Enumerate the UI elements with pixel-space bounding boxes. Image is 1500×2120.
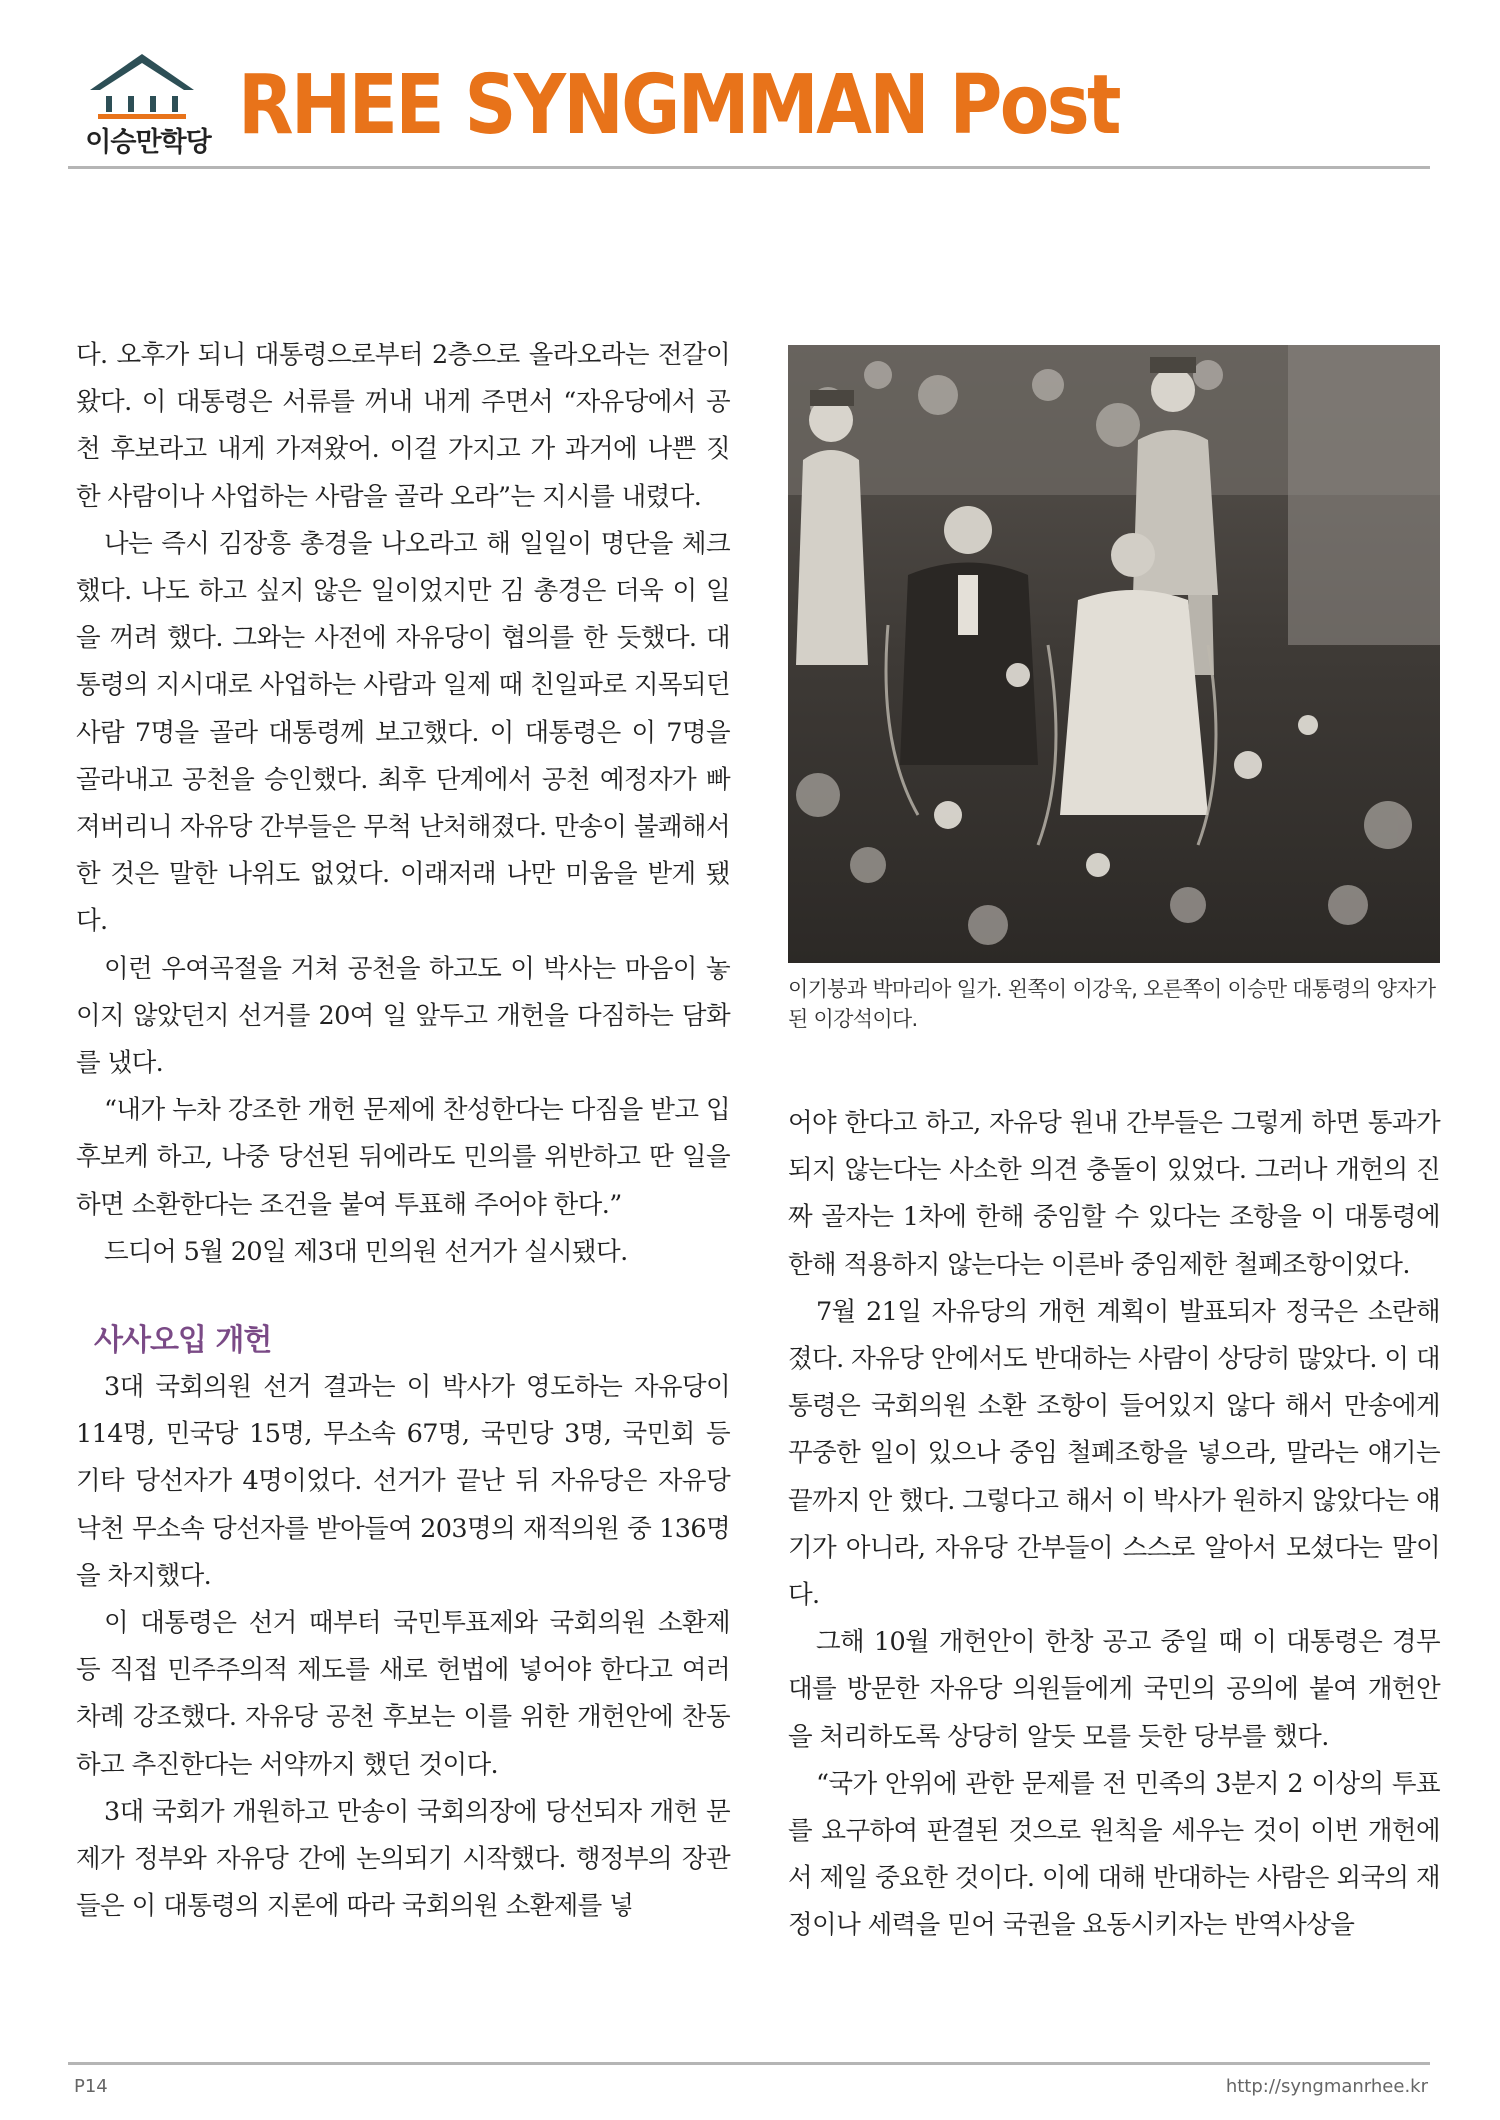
paragraph: 다. 오후가 되니 대통령으로부터 2층으로 올라오라는 전갈이 왔다. 이 대통령은 서류를 꺼내 내게 주면서 “자유당에서 공천 후보라고 내게 가져왔어. 이걸 가지고 가 과거에 나쁜 짓 한 사람이나 사업하는 사람을 골라 오라”는 지시를 내렸다. [76,340,730,512]
paragraph: 어야 한다고 하고, 자유당 원내 간부들은 그렇게 하면 통과가 되지 않는다는 사소한 의견 충돌이 있었다. 그러나 개헌의 진짜 골자는 1차에 한해 중임할 수 있다는 조항을 이 대통령에 한해 적용하지 않는다는 이른바 중임제한 철폐조항이었다. [788,1108,1440,1280]
paragraph: 이 대통령은 선거 때부터 국민투표제와 국회의원 소환제 등 직접 민주주의적 제도를 새로 헌법에 넣어야 한다고 여러 차례 강조했다. 자유당 공천 후보는 이를 위한 개헌안에 찬동하고 추진한다는 서약까지 했던 것이다. [76,1608,730,1780]
paragraph: 드디어 5월 20일 제3대 민의원 선거가 실시됐다. [104,1236,628,1267]
footer-divider [68,2062,1430,2065]
paragraph: 그해 10월 개헌안이 한창 공고 중일 때 이 대통령은 경무대를 방문한 자유당 의원들에게 국민의 공의에 붙여 개헌안을 처리하도록 상당히 알듯 모를 듯한 당부를 했다. [788,1627,1440,1752]
photo-image [788,345,1440,963]
header-divider [68,166,1430,169]
publication-title: RHEE SYNGMMAN Post [238,58,1119,153]
paragraph: “국가 안위에 관한 문제를 전 민족의 3분지 2 이상의 투표를 요구하여 판결된 것으로 원칙을 세우는 것이 이번 개헌에서 제일 중요한 것이다. 이에 대해 반대하는 사람은 외국의 재정이나 세력을 믿어 국권을 요동시키자는 반역사상을 [788,1768,1440,1941]
left-column [76,332,730,1931]
paragraph: 이런 우여곡절을 거쳐 공천을 하고도 이 박사는 마음이 놓이지 않았던지 선거를 20여 일 앞두고 개헌을 다짐하는 담화를 냈다. [76,953,730,1079]
paragraph: “내가 누차 강조한 개헌 문제에 찬성한다는 다짐을 받고 입후보케 하고, 나중 당선된 뒤에라도 민의를 위반하고 딴 일을 하면 소환한다는 조건을 붙여 투표해 주어야 한다.” [76,1095,730,1220]
photo-caption: 이기붕과 박마리아 일가. 왼쪽이 이강욱, 오른쪽이 이승만 대통령의 양자가 된 이강석이다. [788,977,1436,1031]
paragraph: 나는 즉시 김장흥 총경을 나오라고 해 일일이 명단을 체크했다. 나도 하고 싶지 않은 일이었지만 김 총경은 더욱 이 일을 꺼려 했다. 그와는 사전에 자유당이 협의를 한 듯했다. 대통령의 지시대로 사업하는 사람과 일제 때 친일파로 지목되던 사람 7명을 골라 대통령께 보고했다. 이 대통령은 이 7명을 골라내고 공천을 승인했다. 최후 단계에서 공천 예정자가 빠져버리니 자유당 간부들은 무척 난처해졌다. 만송이 불쾌해서 한 것은 말한 나위도 없었다. 이래저래 나만 미움을 받게 됐다. [76,528,730,937]
section-heading: 사사오입 개헌 [94,1323,272,1359]
paragraph: 3대 국회의원 선거 결과는 이 박사가 영도하는 자유당이 114명, 민국당 15명, 무소속 67명, 국민당 3명, 국민회 등 기타 당선자가 4명이었다. 선거가 끝난 뒤 자유당은 자유당 낙천 무소속 당선자를 받아들여 203명의 재적의원 중 136명을 차지했다. [76,1372,730,1591]
masthead [68,48,1430,168]
paragraph: 3대 국회가 개원하고 만송이 국회의장에 당선되자 개헌 문제가 정부와 자유당 간에 논의되기 시작했다. 행정부의 장관들은 이 대통령의 지론에 따라 국회의원 소환제를 넣 [76,1796,730,1922]
family-photo [788,345,1440,963]
page-number: P14 [74,2076,108,2097]
logo-text: 이승만학당 [85,127,211,158]
website-link[interactable]: http://syngmanrhee.kr [1225,2076,1428,2097]
house-logo-icon [82,50,202,122]
paragraph: 7월 21일 자유당의 개헌 계획이 발표되자 정국은 소란해졌다. 자유당 안에서도 반대하는 사람이 상당히 많았다. 이 대통령은 국회의원 소환 조항이 들어있지 않다 해서 만송에게 꾸중한 일이 있으나 중임 철폐조항을 넣으라, 말라는 얘기는 끝까지 안 했다. 그렇다고 해서 이 박사가 원하지 않았다는 얘기가 아니라, 자유당 간부들이 스스로 알아서 모셨다는 말이다. [788,1296,1440,1611]
logo[interactable] [68,48,218,158]
right-column [788,1100,1440,1950]
